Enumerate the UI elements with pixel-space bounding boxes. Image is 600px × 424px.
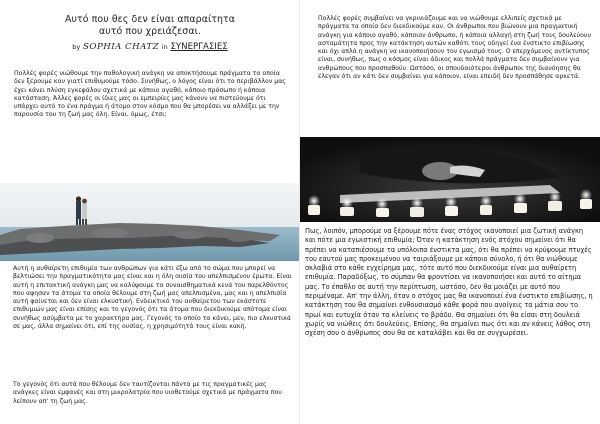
left-paragraph-1: Πολλές φορές νιώθουμε την παθολογική ανάγκη να αποκτήσουμε πράγματα τα οποία δεν ξέρουμε καν γιατί επιθυμούμε τόσο. Συνήθως, ο λόγος είναι ότι το περιβάλλον μας έχει κάνει πλύση εγκεφάλου σχετικά με κάποιο αγαθό, κάποιο πρόσωπο ή κάποια κατάσταση. Άλλες φορές οι ίδιες μας οι εμπειρίες μας κάνουν να πιστεύουμε ότι υπάρχει αυτό το ένα πράγμα ή άτομο στον κόσμο που θα μπορέσει να αλλάξει με την παρουσία του τη ζωή μας όλη. Είναι, όμως, έτσι; <box>14 70 286 119</box>
title-line-2: αυτό που χρειάζεσαι. <box>99 25 201 37</box>
left-paragraph-3: Το γεγονός ότι αυτά που θέλουμε δεν ταυτίζονται πάντα με τις πραγματικές μας ανάγκες είναι εμφανές και στη μικρολατρία που υιοθετούμε σχετικά με πράγματα που λείπουν απ' τη ζωή μας. <box>13 381 282 405</box>
right-paragraph-1: Πολλές φορές συμβαίνει να γκρινιάζουμε και να νιώθουμε ελλιπείς σχετικά με πράγματα τα οποία δεν διεκδικούμε καν. Οι άνθρωποι που βιώνουν μια πραγματική ανάγκη για κάποιο αγαθό, κάποιον άνθρωπο, ή κάποια αλλαγή στη ζωή τους δουλεύουν ασταμάτητα προς την κατάκτηση αυτών καθότι τους οδηγεί ένα ένστικτο επιβίωσης και όχι απλά η ανάγκη να ικανοποιήσουν τον εγωισμό τους. Ο επερχόμενος αντίκτυπος είναι, συνήθως, πως ο κόσμος είναι άδικος και πολλά πράγματα δεν συμβαίνουν για ανθρώπους που προσπαθούν. Ωστόσο, οι σπουδαιότεροι άνθρωποι της διανόησης θα έλεγαν ότι αν κάτι δεν συμβαίνει για κάποιον, είναι επειδή δεν προσπάθησε αρκετά. <box>318 15 591 81</box>
left-paragraph-2: Αυτή η αυθαίρετη επιθυμία των ανθρώπων για κάτι έξω από το σώμα που μπορεί να βελτιώσει την πραγματικότητα μας είναι και η όλη ουσία του απελπισμένου έρωτα. Είναι αυτή η επιτακτική ανάγκη μας να καλύψουμε τα συναισθηματικά κενά του παρελθόντος που αφησαν τα άτομα τα οποία θέλουμε στη ζωή μας απελπισμένα, μας και η απελπισία αυτή φαίνεται και δεν είναι ελκυστική. Ενδεικτικό του αυθαίρετου των εκάστοτε επιθυμιών μας είναι επίσης και το γεγονός ότι τα άτομα που διεκδικούμε απότομα είναι συνήθως ασύμβατα με το χαρακτήρα μας. Γεγονός το οποίο τα κάνει, μεν, πιο ελκυστικά σε μας, άλλα σημαίνει ότι, επί της ουσίας, η χρησιμότητά τους είναι κακή. <box>13 265 293 331</box>
title-line-1: Αυτό που θες δεν είναι απαραίτητα <box>64 14 236 25</box>
byline-connector: in <box>161 43 168 51</box>
couple-on-jetty-photo <box>0 183 300 261</box>
byline-prefix: by <box>72 43 81 51</box>
woman-with-candles-photo <box>300 137 600 222</box>
right-paragraph-2: Πως, λοιπόν, μπορούμε να ξέρουμε πότε ένας στόχος ικανοποιεί μια ζωτική ανάγκη και πότε μια εγωιστική επιθυμία; Όταν η κατάκτηση ενός στόχου σημαίνει ότι θα πρέπει να καταπιέσουμε τα υπόλοιπα ένστικτα μας, ότι θα πρέπει να κρύψουμε πτυχές του εαυτού μας προκειμένου να ταιριάξουμε με κάποιο σύνολο, ή ότι θα νιώθουμε σκλαβιά στο κάθε εγχείρημα μας, τότε αυτό που διεκδικούμε είναι μια αυθαίρετη επιθυμία. Παραδόξως, το σύμπαν θα φροντίσει να ικανοποιήσει και αυτό το αίτημα μας. Το έπαθλο σε αυτή την περίπτωση, ωστόσο, δεν θα μοιάζει με αυτό που περιμέναμε. Απ' την άλλη, όταν ο στόχος μας θα ικανοποιεί ένα ένστικτο επιβίωσης, η κατάκτηση του θα σημαίνει ενθουσιασμό κάθε φορά που ανοίγεις τα μάτια σου το πρωί και ευτυχία όταν τα κλείνεις το βράδυ. Θα σημαίνει ότι θα είσαι στη δουλειά χωρίς να νιώθεις ότι δουλεύεις. Επίσης, θα σημαίνει πως ότι και αν κάνεις λάθος στη σχέση σου ο άνθρωπος σου θα σε καταλάβει και θα σε συγχωρέσει. <box>305 227 593 338</box>
article-title <box>0 14 300 37</box>
column-name: ΣΥΝΕΡΓΑΣΙΕΣ <box>170 42 228 52</box>
byline <box>0 42 300 52</box>
sky <box>0 183 300 229</box>
author-signature: SOPHIA CHATZ <box>83 42 160 52</box>
